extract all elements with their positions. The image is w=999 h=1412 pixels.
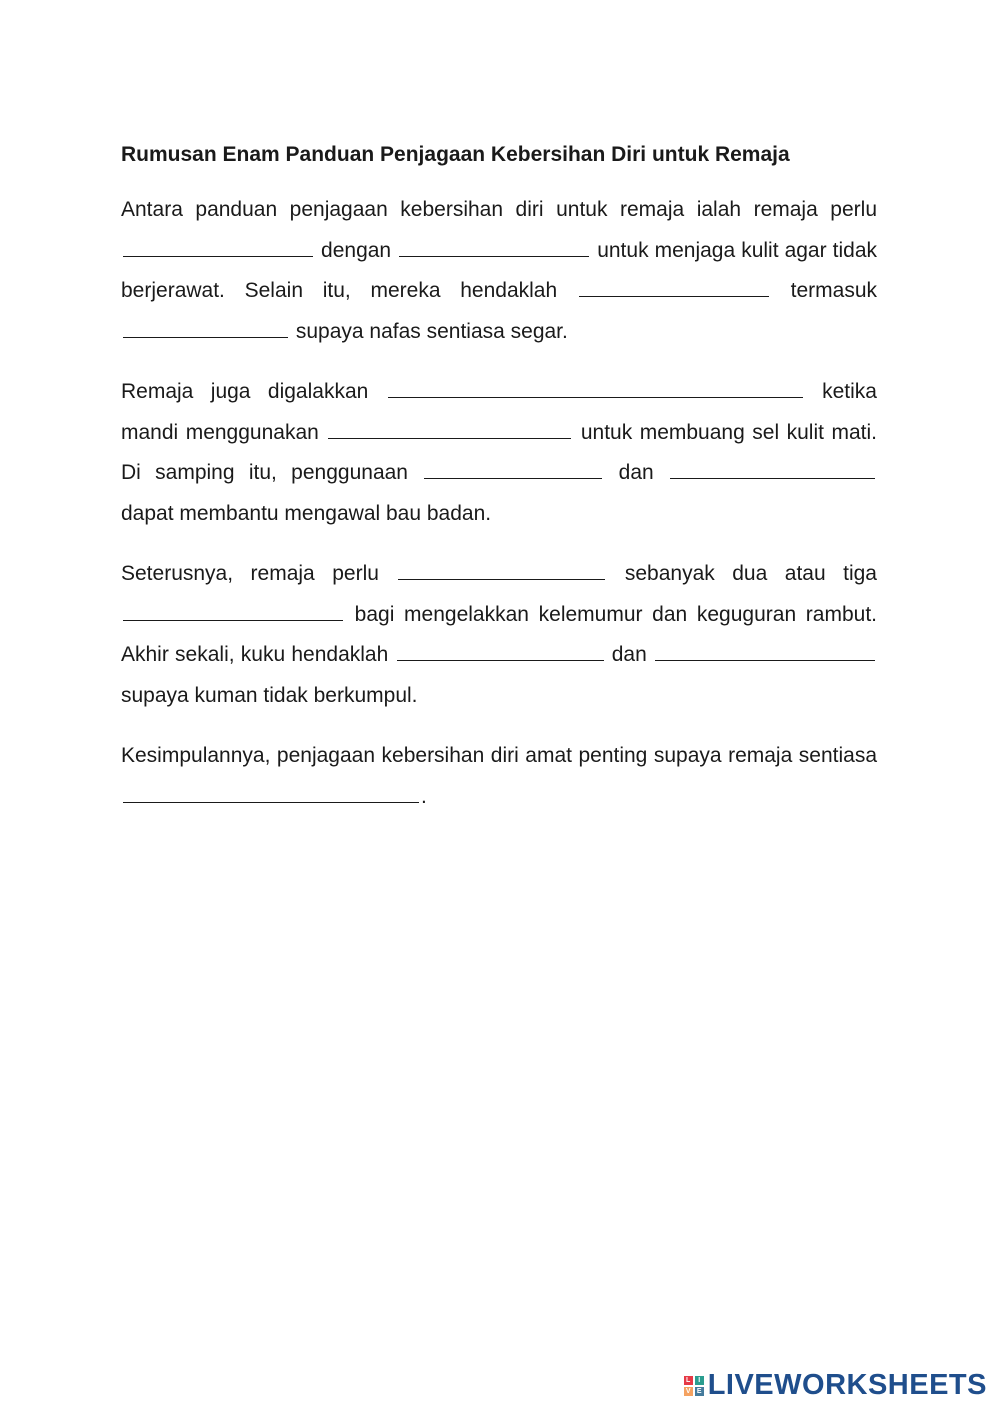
paragraph-2 <box>121 372 883 534</box>
paragraph-1-text-4: termasuk <box>770 279 883 302</box>
page-title: Rumusan Enam Panduan Penjagaan Kebersihan Diri untuk Remaja <box>121 143 790 166</box>
paragraph-1 <box>121 190 883 352</box>
brand-text: LIVEWORKSHEETS <box>707 1369 987 1401</box>
blank-6[interactable] <box>328 418 571 439</box>
paragraph-4-text-1: Kesimpulannya, penjagaan kebersihan diri amat penting supaya remaja sentiasa <box>121 744 883 767</box>
blank-13[interactable] <box>123 782 419 803</box>
paragraph-2-text-4: dan <box>604 461 668 484</box>
paragraph-3-text-1: Seterusnya, remaja perlu <box>121 562 397 585</box>
paragraph-3 <box>121 554 883 716</box>
logo-letter-i: I <box>695 1376 704 1385</box>
paragraph-2-text-1: Remaja juga digalakkan <box>121 380 386 403</box>
blank-3[interactable] <box>579 276 769 297</box>
blank-12[interactable] <box>655 640 875 661</box>
blank-7[interactable] <box>424 458 602 479</box>
blank-2[interactable] <box>399 236 589 257</box>
paragraph-4-text-2: . <box>421 784 427 808</box>
blank-9[interactable] <box>398 559 605 580</box>
logo-mark-icon <box>684 1376 704 1396</box>
blank-1[interactable] <box>123 236 313 257</box>
blank-11[interactable] <box>397 640 604 661</box>
paragraph-3-text-2: sebanyak dua atau tiga <box>607 562 883 585</box>
paragraph-1-text-2: dengan <box>315 238 398 262</box>
paragraph-4 <box>121 736 883 817</box>
logo-letter-l: L <box>684 1376 693 1385</box>
paragraph-1-text-5: supaya nafas sentiasa segar. <box>290 319 568 343</box>
paragraph-3-text-5: supaya kuman tidak berkumpul. <box>121 643 883 707</box>
logo-letter-e: E <box>695 1387 704 1396</box>
paragraph-3-text-4: dan <box>605 643 653 666</box>
paragraph-2-text-2: ketika mandi menggunakan <box>121 380 883 444</box>
worksheet-page <box>121 140 883 837</box>
liveworksheets-logo <box>684 1369 987 1402</box>
paragraph-2-text-3: untuk membuang sel kulit mati. Di samping itu, penggunaan <box>121 420 883 484</box>
blank-10[interactable] <box>123 600 343 621</box>
blank-8[interactable] <box>670 458 875 479</box>
paragraph-1-text-1: Antara panduan penjagaan kebersihan diri untuk remaja ialah remaja perlu <box>121 198 883 221</box>
paragraph-1-text-3: untuk menjaga kulit agar tidak berjerawat. Selain itu, mereka hendaklah <box>121 238 883 302</box>
paragraph-3-text-3: bagi mengelakkan kelemumur dan keguguran rambut. Akhir sekali, kuku hendaklah <box>121 602 882 666</box>
logo-letter-v: V <box>684 1387 693 1396</box>
blank-5[interactable] <box>388 377 803 398</box>
paragraph-2-text-5: dapat membantu mengawal bau badan. <box>121 461 883 525</box>
blank-4[interactable] <box>123 317 288 338</box>
